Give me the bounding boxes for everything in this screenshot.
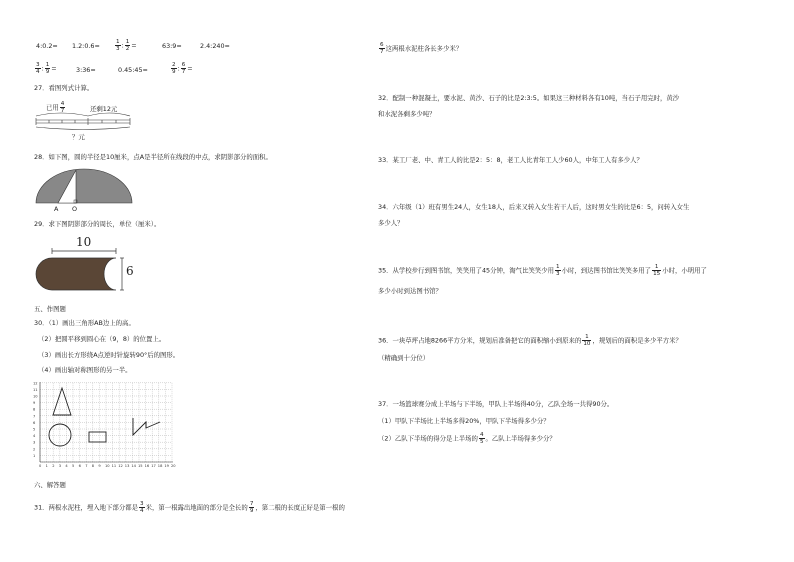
fraction: $\frac{4}{5}$: [479, 432, 484, 445]
calc-4: 63:9=: [162, 42, 182, 50]
question-34-line-1: 34．六年级（1）班有男生24人，女生18人，后来又转入女生若干人后，这时男女生的比是6：5，问转入女生: [378, 203, 690, 211]
fraction: $\frac{3}{4}$: [36, 62, 40, 75]
question-35-line-2: 多少小时到达图书馆？: [378, 287, 442, 295]
question-31-continued: $\frac{6}{7}$ 这两根水泥柱各长多少米？: [380, 42, 463, 55]
q30-line-1: 30．（1）画出三角形AB边上的高。: [34, 319, 135, 327]
calc-8: 0.45:45=: [118, 66, 148, 74]
q29-shaded-figure: [34, 248, 134, 294]
grid-y-tick: 7: [33, 414, 36, 419]
grid-x-tick: 4: [65, 464, 68, 468]
calc-6: $\frac{3}{4}$ : $\frac{1}{9}$ =: [36, 62, 57, 75]
q29-width-label: 10: [76, 235, 92, 249]
grid-x-tick: 18: [157, 464, 163, 468]
fraction: $\frac{1}{2}$: [125, 39, 130, 52]
fraction: $\frac{6}{7}$: [181, 62, 186, 75]
grid-x-tick: 3: [58, 464, 62, 468]
section-6-heading: 六、解答题: [34, 481, 66, 489]
q27-total-label: ？元: [72, 133, 85, 141]
q30-line-2: （2）把圆平移到圆心在（9，8）的位置上。: [38, 335, 166, 343]
question-28: 28．如下图，圆的半径是10厘米，点A是半径所在线段的中点，求阴影部分的面积。: [34, 153, 272, 161]
fraction: $\frac{1}{10}$: [583, 334, 591, 347]
grid-x-tick: 5: [72, 464, 75, 468]
q30-line-4: （4）画出轴对称图形的另一半。: [38, 366, 132, 374]
grid-y-tick: 12: [33, 381, 38, 386]
grid-x-tick: 11: [111, 464, 117, 468]
grid-x-tick: 12: [118, 464, 123, 468]
grid-x-tick: 15: [138, 464, 143, 468]
q27-remain-label: 还剩12元: [90, 105, 118, 113]
q28-semicircle-figure: [34, 166, 134, 206]
question-36-line-1: 36．一块草坪占地8266平方分米，规划后准备把它的面积缩小到原来的 $\frac{1}{10}$ ，规划后的面积是多少平方米？: [378, 334, 682, 347]
question-32-line-1: 32．配制一种混凝土，要水泥、黄沙、石子的比是2:3:5。如果这三种材料各有10吨，当石子用完时，黄沙: [378, 94, 680, 102]
question-37-line-2: （1）甲队下半场比上半场多得20%，甲队下半场得多少分？: [378, 417, 550, 425]
question-37-line-3: （2）乙队下半场的得分是上半场的 $\frac{4}{5}$ 。乙队上半场得多少分？: [378, 432, 556, 445]
grid-x-tick: 19: [164, 464, 169, 468]
grid-x-tick: 14: [131, 464, 136, 468]
q28-point-a: A: [54, 205, 59, 213]
grid-x-tick: 17: [151, 464, 156, 468]
q28-point-o: O: [72, 205, 78, 213]
q29-height-label: 6: [126, 264, 134, 278]
fraction: $\frac{1}{15}$: [653, 264, 661, 277]
fraction: $\frac{7}{9}$: [249, 501, 254, 514]
fraction: $\frac{1}{3}$: [556, 264, 560, 277]
grid-y-tick: 8: [33, 407, 36, 412]
grid-x-tick: 2: [52, 464, 55, 468]
q27-segment-diagram: [34, 112, 134, 134]
calc-3: $\frac{1}{3}$ : $\frac{1}{2}$ =: [116, 39, 137, 52]
grid-x-tick: 9: [98, 464, 101, 468]
grid-y-tick: 1: [33, 453, 36, 458]
fraction: $\frac{4}{7}$: [60, 101, 65, 114]
question-32-line-2: 和水泥各剩多少吨？: [378, 110, 436, 118]
grid-y-tick: 9: [33, 401, 36, 406]
grid-y-tick: 2: [33, 447, 36, 452]
question-27: 27．看图列式计算。: [34, 84, 94, 92]
grid-x-tick: 13: [124, 464, 130, 468]
fraction: $\frac{1}{9}$: [45, 62, 50, 75]
grid-x-tick: 0: [39, 464, 42, 468]
question-34-line-2: 多少人？: [378, 219, 404, 227]
calc-9: $\frac{2}{9}$ : $\frac{6}{7}$ =: [172, 62, 193, 75]
fraction: $\frac{2}{9}$: [172, 62, 176, 75]
grid-y-tick: 5: [33, 427, 36, 432]
question-36-line-2: （精确到十分位）: [378, 354, 430, 362]
calc-1: 4:0.2=: [36, 42, 58, 50]
calc-5: 2.4:240=: [200, 42, 230, 50]
question-33: 33．某工厂老、中、青工人的比是2：5：8，老工人比青年工人少60人，中年工人有多少人？: [378, 156, 643, 164]
grid-x-tick: 6: [78, 464, 81, 468]
fraction: $\frac{1}{3}$: [116, 39, 120, 52]
calc-2: 1.2:0.6=: [72, 42, 100, 50]
grid-y-tick: 10: [33, 394, 38, 399]
section-5-heading: 五、作图题: [34, 305, 66, 313]
grid-x-tick: 1: [45, 464, 48, 468]
calc-7: 3:36=: [76, 66, 96, 74]
fraction: $\frac{3}{4}$: [140, 501, 144, 514]
fraction: $\frac{6}{7}$: [380, 42, 384, 55]
question-35-line-1: 35．从学校步行到图书馆，笑笑用了45分钟，淘气比笑笑少用 $\frac{1}{3}$ 小时，到达图书馆比笑笑多用了 $\frac{1}{15}$ 小时，小明用了: [378, 264, 707, 277]
grid-y-tick: 6: [33, 420, 36, 425]
grid-y-tick: 11: [33, 387, 38, 392]
question-31: 31．两根水泥柱，埋入地下部分都是 $\frac{3}{4}$ 米，第一根露出地面的部分是全长的 $\frac{7}{9}$ ，第二根的长度正好是第一根的: [34, 501, 345, 514]
q27-used-label: 已用 $\frac{4}{7}$: [46, 101, 65, 114]
grid-x-tick: 16: [144, 464, 150, 468]
grid-y-tick: 4: [33, 434, 36, 439]
grid-x-tick: 8: [91, 464, 95, 468]
grid-x-tick: 7: [85, 464, 88, 468]
q30-line-3: （3）画出长方形绕A点逆时针旋转90°后的图形。: [38, 351, 180, 359]
question-37-line-1: 37．一场篮球赛分成上半场与下半场，甲队上半场得40分，乙队全场一共得90分。: [378, 400, 614, 408]
q30-coordinate-grid: [32, 378, 177, 470]
grid-y-tick: 3: [33, 440, 36, 445]
question-29: 29．求下图阴影部分的周长，单位（厘米）。: [34, 220, 161, 228]
grid-x-tick: 20: [171, 464, 176, 468]
grid-x-tick: 10: [105, 464, 110, 468]
